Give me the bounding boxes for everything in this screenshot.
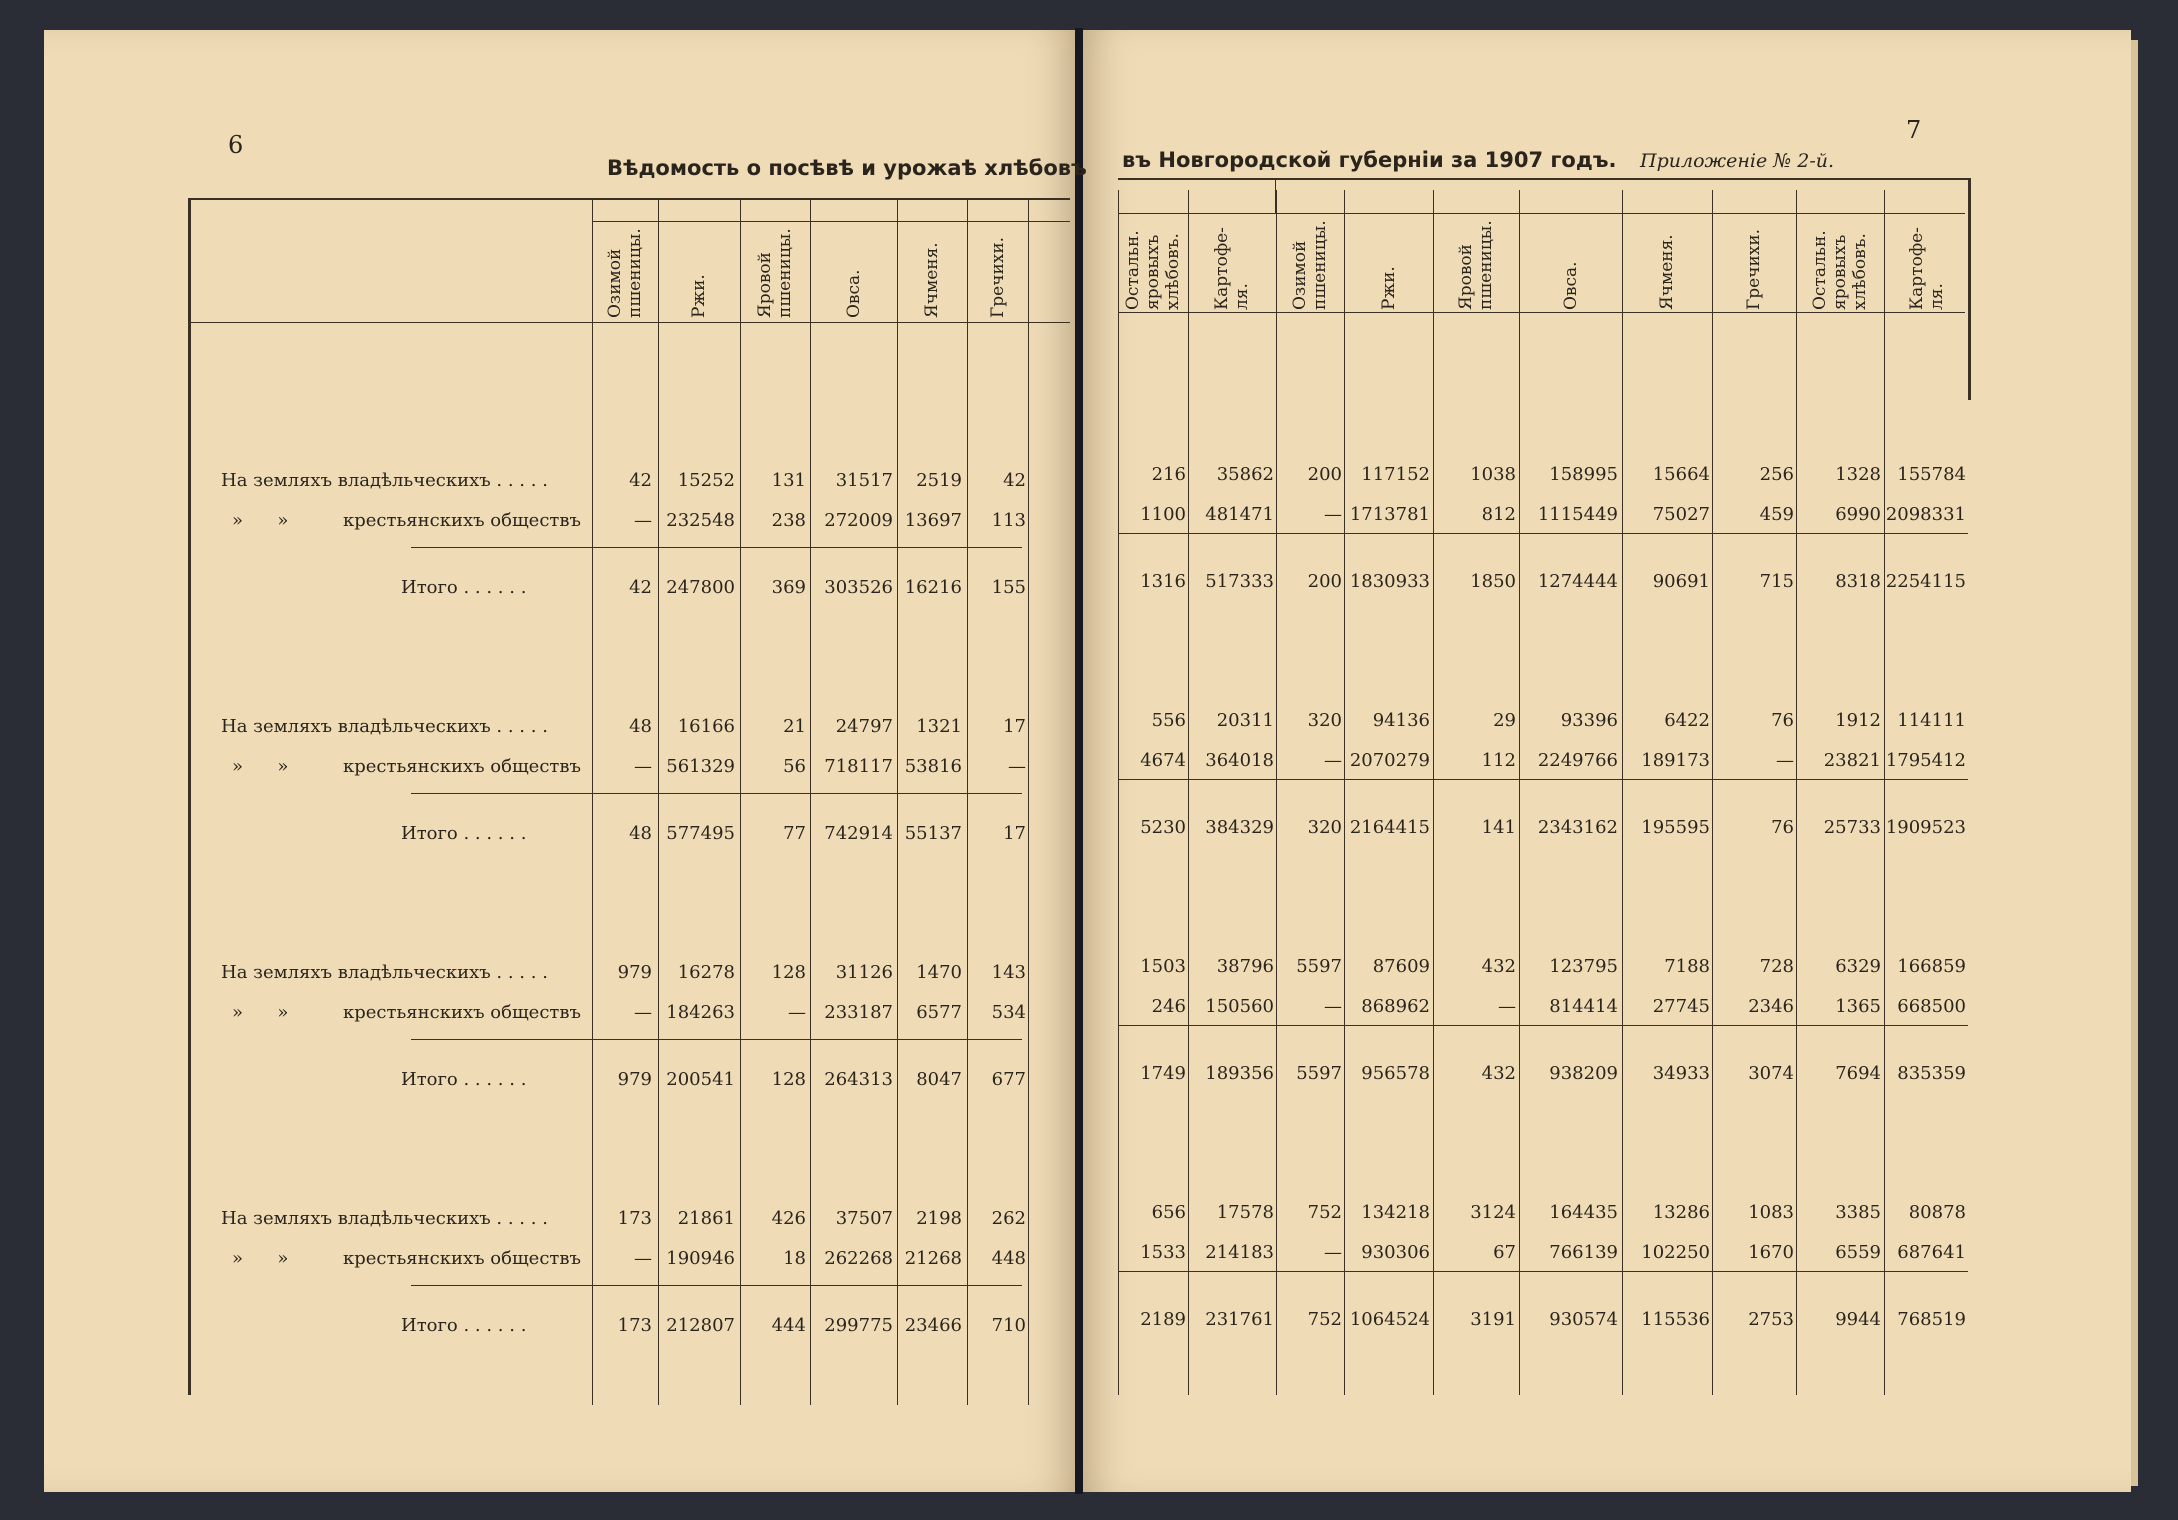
table-cell: 1713781 xyxy=(1349,504,1430,525)
table-cell: 517333 xyxy=(1205,571,1274,592)
table-cell: 55137 xyxy=(904,823,962,844)
column-header: Овса. xyxy=(843,269,864,318)
header-bottom-rule-right xyxy=(1118,312,1965,313)
table-cell: 766139 xyxy=(1549,1242,1618,1263)
table-cell: 1083 xyxy=(1748,1202,1794,1223)
column-header: Ячменя. xyxy=(922,242,942,318)
table-cell: 53816 xyxy=(904,756,962,777)
table-cell: 15664 xyxy=(1652,464,1710,485)
table-cell: 48 xyxy=(629,823,652,844)
table-cell: 1830933 xyxy=(1349,571,1430,592)
table-cell: 20311 xyxy=(1216,710,1274,731)
table-cell: 264313 xyxy=(824,1069,893,1090)
table-cell: 131 xyxy=(771,470,806,491)
subtotal-rule xyxy=(411,1285,1022,1286)
table-cell: 189356 xyxy=(1205,1063,1274,1084)
table-cell: 432 xyxy=(1481,1063,1516,1084)
table-cell: 3074 xyxy=(1748,1063,1794,1084)
table-cell: 384329 xyxy=(1205,817,1274,838)
table-cell: 3191 xyxy=(1470,1309,1516,1330)
table-cell: 1912 xyxy=(1835,710,1881,731)
table-cell: — xyxy=(1498,996,1516,1017)
table-cell: 42 xyxy=(629,470,652,491)
table-cell: — xyxy=(634,756,652,777)
table-cell: 715 xyxy=(1759,571,1794,592)
table-cell: 115536 xyxy=(1641,1309,1710,1330)
table-cell: 214183 xyxy=(1205,1242,1274,1263)
table-cell: 432 xyxy=(1481,956,1516,977)
table-cell: — xyxy=(634,1002,652,1023)
table-cell: 2343162 xyxy=(1537,817,1618,838)
table-cell: 16166 xyxy=(677,716,735,737)
table-cell: — xyxy=(1008,756,1026,777)
table-cell: 2189 xyxy=(1140,1309,1186,1330)
table-cell: 238 xyxy=(771,510,806,531)
column-header: Гречихи. xyxy=(1744,228,1764,310)
table-cell: 233187 xyxy=(824,1002,893,1023)
table-cell: 1470 xyxy=(916,962,962,983)
table-cell: 76 xyxy=(1771,710,1794,731)
table-cell: 42 xyxy=(1003,470,1026,491)
table-cell: 15252 xyxy=(677,470,735,491)
table-cell: 6422 xyxy=(1664,710,1710,731)
table-cell: 1670 xyxy=(1748,1242,1794,1263)
table-cell: 320 xyxy=(1307,710,1342,731)
subtotal-rule xyxy=(411,1039,1022,1040)
table-cell: 1365 xyxy=(1835,996,1881,1017)
table-cell: — xyxy=(634,1248,652,1269)
table-cell: 1274444 xyxy=(1537,571,1618,592)
table-cell: 8047 xyxy=(916,1069,962,1090)
table-cell: 1749 xyxy=(1140,1063,1186,1084)
column-header: Овса. xyxy=(1560,261,1581,310)
table-cell: 35862 xyxy=(1216,464,1274,485)
table-cell: 212807 xyxy=(666,1315,735,1336)
table-cell: 246 xyxy=(1151,996,1186,1017)
column-header: Ржи. xyxy=(689,274,709,318)
table-cell: 561329 xyxy=(666,756,735,777)
table-cell: — xyxy=(1776,750,1794,771)
table-cell: 444 xyxy=(771,1315,806,1336)
table-cell: 231761 xyxy=(1205,1309,1274,1330)
table-cell: 134218 xyxy=(1361,1202,1430,1223)
table-cell: 48 xyxy=(629,716,652,737)
table-cell: 23466 xyxy=(904,1315,962,1336)
table-cell: 1321 xyxy=(916,716,962,737)
subtotal-rule-right xyxy=(1118,1025,1968,1026)
column-header: Ржи. xyxy=(1378,266,1399,310)
table-cell: 56 xyxy=(783,756,806,777)
table-cell: 426 xyxy=(771,1208,806,1229)
table-cell: 190946 xyxy=(666,1248,735,1269)
table-cell: 94136 xyxy=(1372,710,1430,731)
table-cell: 173 xyxy=(617,1208,652,1229)
table-cell: 262 xyxy=(991,1208,1026,1229)
table-cell: 2249766 xyxy=(1537,750,1618,771)
table-cell: — xyxy=(634,510,652,531)
table-cell: 8318 xyxy=(1835,571,1881,592)
column-header: Гречихи. xyxy=(987,236,1008,318)
table-cell: 128 xyxy=(771,962,806,983)
table-cell: 189173 xyxy=(1641,750,1710,771)
column-rule xyxy=(1275,178,1276,213)
subtotal-rule-right xyxy=(1118,533,1968,534)
table-cell: 1100 xyxy=(1140,504,1186,525)
table-cell: 956578 xyxy=(1361,1063,1430,1084)
subtotal-rule xyxy=(411,547,1022,548)
table-cell: 742914 xyxy=(824,823,893,844)
table-cell: 320 xyxy=(1307,817,1342,838)
table-cell: 25733 xyxy=(1823,817,1881,838)
table-right-border xyxy=(1968,178,1971,400)
table-cell: 216 xyxy=(1151,464,1186,485)
column-header: Озимой пшеницы. xyxy=(1290,220,1330,310)
table-cell: 34933 xyxy=(1652,1063,1710,1084)
table-cell: 184263 xyxy=(666,1002,735,1023)
left-page-number: 6 xyxy=(228,131,244,159)
table-cell: 24797 xyxy=(835,716,893,737)
table-cell: 114111 xyxy=(1897,710,1966,731)
table-cell: 158995 xyxy=(1549,464,1618,485)
table-cell: 164435 xyxy=(1549,1202,1618,1223)
table-cell: 2519 xyxy=(916,470,962,491)
table-cell: 2254115 xyxy=(1885,571,1966,592)
table-cell: 6577 xyxy=(916,1002,962,1023)
row-label: крестьянскихъ обществъ xyxy=(343,1248,581,1269)
table-cell: 29 xyxy=(1493,710,1516,731)
table-cell: 256 xyxy=(1759,464,1794,485)
table-cell: 23821 xyxy=(1823,750,1881,771)
table-cell: 93396 xyxy=(1560,710,1618,731)
table-cell: 1316 xyxy=(1140,571,1186,592)
table-cell: 752 xyxy=(1307,1309,1342,1330)
table-cell: 21268 xyxy=(904,1248,962,1269)
table-cell: 128 xyxy=(771,1069,806,1090)
table-cell: 232548 xyxy=(666,510,735,531)
table-cell: 16278 xyxy=(677,962,735,983)
table-cell: 868962 xyxy=(1361,996,1430,1017)
table-cell: 556 xyxy=(1151,710,1186,731)
table-cell: 117152 xyxy=(1361,464,1430,485)
group-rule xyxy=(592,221,1070,222)
table-cell: 2346 xyxy=(1748,996,1794,1017)
table-cell: 200 xyxy=(1307,571,1342,592)
table-cell: 90691 xyxy=(1652,571,1710,592)
table-cell: 668500 xyxy=(1897,996,1966,1017)
table-cell: 687641 xyxy=(1897,1242,1966,1263)
title-right: въ Новгородской губерніи за 1907 годъ. xyxy=(1122,148,1617,172)
table-cell: 143 xyxy=(991,962,1026,983)
subtotal-rule-right xyxy=(1118,1271,1968,1272)
table-cell: 31126 xyxy=(835,962,893,983)
table-cell: 6329 xyxy=(1835,956,1881,977)
table-cell: 6990 xyxy=(1835,504,1881,525)
table-cell: 1064524 xyxy=(1349,1309,1430,1330)
table-cell: 1795412 xyxy=(1885,750,1966,771)
title-left: Вѣдомость о посѣвѣ и урожаѣ хлѣбовъ xyxy=(607,156,1087,180)
row-label: На земляхъ владѣльческихъ . . . . . xyxy=(221,962,548,983)
table-cell: 75027 xyxy=(1652,504,1710,525)
table-cell: 2098331 xyxy=(1885,504,1966,525)
table-cell: 7694 xyxy=(1835,1063,1881,1084)
table-cell: 166859 xyxy=(1897,956,1966,977)
table-cell: 7188 xyxy=(1664,956,1710,977)
table-cell: 37507 xyxy=(835,1208,893,1229)
subtotal-rule-right xyxy=(1118,779,1968,780)
column-header: Картофе- ля. xyxy=(1907,227,1947,310)
table-cell: 930574 xyxy=(1549,1309,1618,1330)
table-cell: 1503 xyxy=(1140,956,1186,977)
table-cell: 9944 xyxy=(1835,1309,1881,1330)
table-cell: 38796 xyxy=(1216,956,1274,977)
row-label: крестьянскихъ обществъ xyxy=(343,1002,581,1023)
table-cell: 113 xyxy=(991,510,1026,531)
table-cell: 77 xyxy=(783,823,806,844)
table-cell: 17 xyxy=(1003,823,1026,844)
table-cell: 2198 xyxy=(916,1208,962,1229)
table-cell: — xyxy=(1324,750,1342,771)
table-cell: 4674 xyxy=(1140,750,1186,771)
table-cell: 31517 xyxy=(835,470,893,491)
column-header: Яровой пшеницы. xyxy=(1456,220,1496,310)
table-cell: 812 xyxy=(1481,504,1516,525)
table-cell: 938209 xyxy=(1549,1063,1618,1084)
table-cell: 930306 xyxy=(1361,1242,1430,1263)
row-label: » » xyxy=(232,510,289,531)
row-label: На земляхъ владѣльческихъ . . . . . xyxy=(221,1208,548,1229)
right-page-number: 7 xyxy=(1906,116,1922,144)
row-label: крестьянскихъ обществъ xyxy=(343,756,581,777)
table-cell: 768519 xyxy=(1897,1309,1966,1330)
table-cell: 728 xyxy=(1759,956,1794,977)
table-cell: 577495 xyxy=(666,823,735,844)
table-cell: 21861 xyxy=(677,1208,735,1229)
column-header: Ячменя. xyxy=(1657,234,1677,310)
table-cell: 481471 xyxy=(1205,504,1274,525)
table-cell: 979 xyxy=(617,962,652,983)
row-label: » » xyxy=(232,756,289,777)
table-cell: 17 xyxy=(1003,716,1026,737)
table-cell: 3385 xyxy=(1835,1202,1881,1223)
table-cell: 1038 xyxy=(1470,464,1516,485)
column-header: Яровой пшеницы. xyxy=(755,228,795,318)
table-cell: 173 xyxy=(617,1315,652,1336)
table-cell: 752 xyxy=(1307,1202,1342,1223)
row-label: Итого . . . . . . xyxy=(401,823,527,844)
table-cell: — xyxy=(1324,996,1342,1017)
table-cell: 80878 xyxy=(1908,1202,1966,1223)
table-cell: 710 xyxy=(991,1315,1026,1336)
row-label: Итого . . . . . . xyxy=(401,1069,527,1090)
row-label: » » xyxy=(232,1248,289,1269)
table-cell: 141 xyxy=(1481,817,1516,838)
table-cell: — xyxy=(1324,504,1342,525)
row-label: На земляхъ владѣльческихъ . . . . . xyxy=(221,716,548,737)
table-cell: 13697 xyxy=(904,510,962,531)
column-header: Остальн. яровыхъ хлѣбовъ. xyxy=(1810,230,1870,310)
table-cell: 1115449 xyxy=(1537,504,1618,525)
table-cell: 6559 xyxy=(1835,1242,1881,1263)
table-cell: 13286 xyxy=(1652,1202,1710,1223)
table-top-rule xyxy=(188,198,1070,200)
table-cell: 459 xyxy=(1759,504,1794,525)
table-cell: 1328 xyxy=(1835,464,1881,485)
table-cell: 155784 xyxy=(1897,464,1966,485)
table-cell: 195595 xyxy=(1641,817,1710,838)
table-cell: 76 xyxy=(1771,817,1794,838)
table-cell: 534 xyxy=(991,1002,1026,1023)
row-label: » » xyxy=(232,1002,289,1023)
row-label: На земляхъ владѣльческихъ . . . . . xyxy=(221,470,548,491)
table-cell: 448 xyxy=(991,1248,1026,1269)
table-cell: 814414 xyxy=(1549,996,1618,1017)
table-cell: 87609 xyxy=(1372,956,1430,977)
appendix-label: Приложеніе № 2-й. xyxy=(1640,150,1835,172)
table-cell: 303526 xyxy=(824,577,893,598)
table-cell: 2070279 xyxy=(1349,750,1430,771)
table-left-border xyxy=(188,198,191,1395)
table-cell: 18 xyxy=(783,1248,806,1269)
table-top-rule-right xyxy=(1118,178,1970,180)
table-cell: 299775 xyxy=(824,1315,893,1336)
table-cell: 272009 xyxy=(824,510,893,531)
table-cell: 718117 xyxy=(824,756,893,777)
column-header: Картофе- ля. xyxy=(1212,227,1252,310)
column-header: Озимой пшеницы. xyxy=(605,228,645,318)
table-cell: 42 xyxy=(629,577,652,598)
table-cell: 155 xyxy=(991,577,1026,598)
table-cell: 2164415 xyxy=(1349,817,1430,838)
table-cell: 21 xyxy=(783,716,806,737)
table-cell: 150560 xyxy=(1205,996,1274,1017)
table-cell: 67 xyxy=(1493,1242,1516,1263)
table-cell: 5597 xyxy=(1296,956,1342,977)
row-label: Итого . . . . . . xyxy=(401,577,527,598)
table-cell: 262268 xyxy=(824,1248,893,1269)
table-cell: 247800 xyxy=(666,577,735,598)
table-cell: — xyxy=(1324,1242,1342,1263)
table-cell: 1909523 xyxy=(1885,817,1966,838)
table-cell: 200541 xyxy=(666,1069,735,1090)
table-cell: 364018 xyxy=(1205,750,1274,771)
table-cell: 112 xyxy=(1481,750,1516,771)
row-label: крестьянскихъ обществъ xyxy=(343,510,581,531)
header-bottom-rule xyxy=(188,322,1070,323)
table-cell: 656 xyxy=(1151,1202,1186,1223)
table-cell: 123795 xyxy=(1549,956,1618,977)
group-rule-right xyxy=(1118,213,1965,214)
table-cell: 1533 xyxy=(1140,1242,1186,1263)
row-label: Итого . . . . . . xyxy=(401,1315,527,1336)
table-cell: — xyxy=(788,1002,806,1023)
table-cell: 369 xyxy=(771,577,806,598)
table-cell: 17578 xyxy=(1216,1202,1274,1223)
page-edge xyxy=(2131,40,2138,1486)
subtotal-rule xyxy=(411,793,1022,794)
table-cell: 16216 xyxy=(904,577,962,598)
table-cell: 200 xyxy=(1307,464,1342,485)
table-cell: 3124 xyxy=(1470,1202,1516,1223)
table-cell: 835359 xyxy=(1897,1063,1966,1084)
table-cell: 677 xyxy=(991,1069,1026,1090)
table-cell: 1850 xyxy=(1470,571,1516,592)
table-cell: 27745 xyxy=(1652,996,1710,1017)
table-cell: 102250 xyxy=(1641,1242,1710,1263)
table-cell: 2753 xyxy=(1748,1309,1794,1330)
table-cell: 5597 xyxy=(1296,1063,1342,1084)
table-cell: 5230 xyxy=(1140,817,1186,838)
column-header: Остальн. яровыхъ хлѣбовъ. xyxy=(1123,230,1183,310)
column-rule xyxy=(1028,198,1029,1405)
table-cell: 979 xyxy=(617,1069,652,1090)
